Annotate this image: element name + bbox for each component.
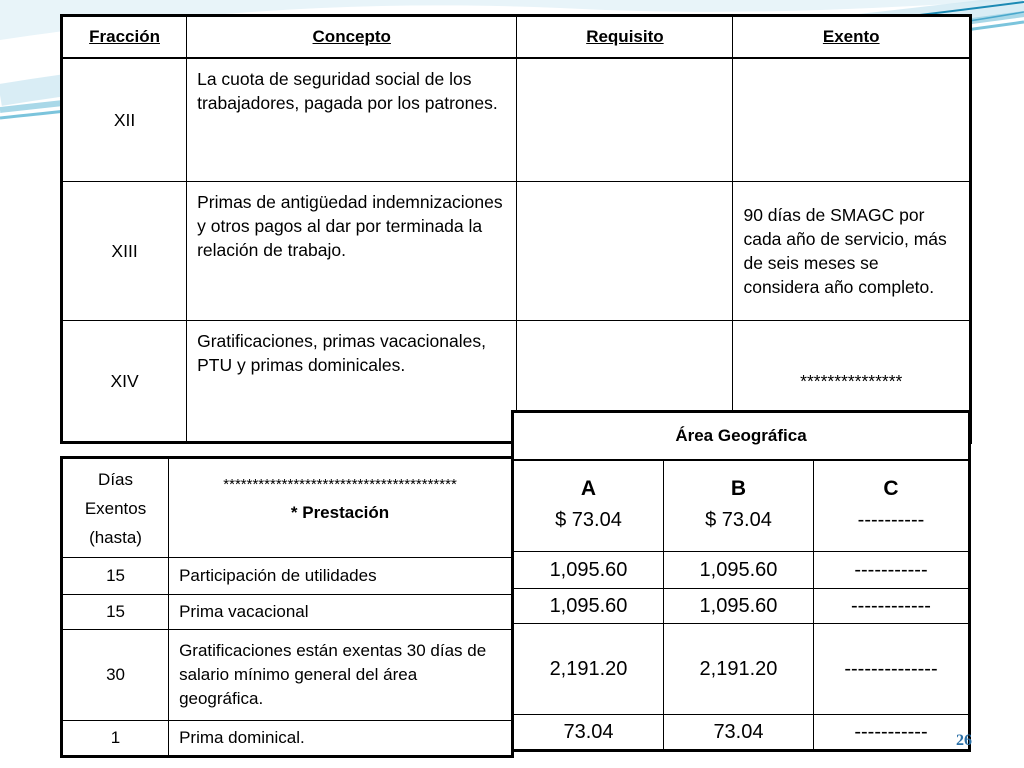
fraccion-cell: XIV xyxy=(62,321,187,443)
concepto-cell: La cuota de seguridad social de los trabajadores, pagada por los patrones. xyxy=(187,58,517,182)
area-b-value: 2,191.20 xyxy=(663,624,813,715)
area-header-row xyxy=(513,460,970,552)
area-a-value: 1,095.60 xyxy=(513,552,664,589)
asterisk-line: **************************************** xyxy=(223,476,457,493)
prestacion-header xyxy=(169,458,513,558)
prestacion-label: * Prestación xyxy=(290,503,390,522)
area-b-header xyxy=(663,460,813,552)
table-row xyxy=(62,182,971,321)
dias-cell: 1 xyxy=(62,721,169,757)
prestaciones-table xyxy=(60,456,514,758)
area-geografica-table xyxy=(511,410,971,752)
fraccion-cell: XIII xyxy=(62,182,187,321)
area-title: Área Geográfica xyxy=(513,412,970,461)
exento-cell xyxy=(733,58,971,182)
dias-exentos-header xyxy=(62,458,169,558)
area-letter: A xyxy=(580,477,597,500)
table-row xyxy=(62,721,513,757)
area-letter: C xyxy=(883,477,899,500)
concepto-cell: Primas de antigüedad indemnizaciones y otros pagos al dar por terminada la relación de trabajo. xyxy=(187,182,517,321)
area-c-value: ------------ xyxy=(813,589,969,624)
header-exento: Exento xyxy=(733,16,971,59)
table-row xyxy=(62,558,513,595)
area-rate: ---------- xyxy=(857,509,925,531)
dias-header-line: Días xyxy=(98,469,134,489)
prestacion-cell: Participación de utilidades xyxy=(169,558,513,595)
table-row xyxy=(513,552,970,589)
dias-header-line: Exentos xyxy=(84,498,147,518)
prestaciones-header xyxy=(62,458,513,558)
exento-cell: *************** xyxy=(733,321,971,443)
area-a-value: 73.04 xyxy=(513,715,664,751)
area-title-row xyxy=(513,412,970,461)
table-row xyxy=(513,624,970,715)
dias-cell: 30 xyxy=(62,630,169,721)
dias-header-line: (hasta) xyxy=(89,527,142,547)
area-b-value: 1,095.60 xyxy=(663,589,813,624)
header-requisito: Requisito xyxy=(517,16,733,59)
table-row xyxy=(62,630,513,721)
page-number: 26 xyxy=(956,732,972,749)
area-rate: $ 73.04 xyxy=(705,509,772,531)
fraccion-cell: XII xyxy=(62,58,187,182)
area-rate: $ 73.04 xyxy=(555,509,622,531)
main-table-header xyxy=(62,16,971,59)
area-c-value: ----------- xyxy=(813,715,969,751)
area-b-value: 1,095.60 xyxy=(663,552,813,589)
main-table xyxy=(60,14,972,444)
area-b-value: 73.04 xyxy=(663,715,813,751)
table-row xyxy=(62,58,971,182)
area-a-header xyxy=(513,460,664,552)
prestacion-cell: Gratificaciones están exentas 30 días de salario mínimo general del área geográfica. xyxy=(169,630,513,721)
area-c-value: ----------- xyxy=(813,552,969,589)
requisito-cell xyxy=(517,182,733,321)
requisito-cell xyxy=(517,58,733,182)
prestacion-cell: Prima dominical. xyxy=(169,721,513,757)
exento-cell: 90 días de SMAGC por cada año de servicio, más de seis meses se considera año completo. xyxy=(733,182,971,321)
area-a-value: 2,191.20 xyxy=(513,624,664,715)
header-fraccion: Fracción xyxy=(62,16,187,59)
table-row xyxy=(513,589,970,624)
area-letter: B xyxy=(730,477,747,500)
area-c-header xyxy=(813,460,969,552)
dias-cell: 15 xyxy=(62,595,169,630)
header-concepto: Concepto xyxy=(187,16,517,59)
table-row xyxy=(513,715,970,751)
concepto-cell: Gratificaciones, primas vacacionales, PTU y primas dominicales. xyxy=(187,321,517,443)
area-a-value: 1,095.60 xyxy=(513,589,664,624)
prestacion-cell: Prima vacacional xyxy=(169,595,513,630)
table-row xyxy=(62,595,513,630)
area-c-value: -------------- xyxy=(813,624,969,715)
dias-cell: 15 xyxy=(62,558,169,595)
